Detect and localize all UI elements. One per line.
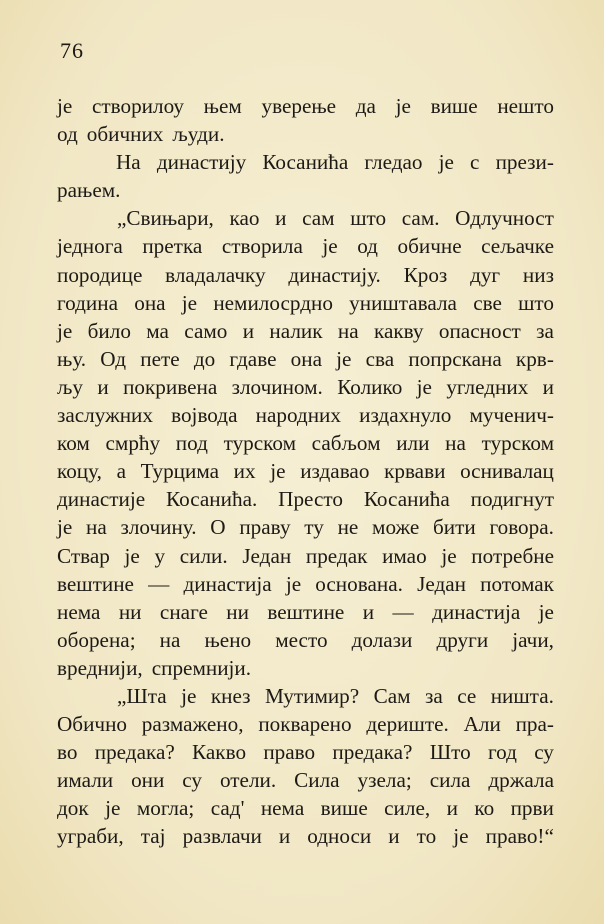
- word: и: [542, 374, 554, 399]
- word: коцу,: [57, 459, 102, 484]
- word: и: [278, 824, 291, 849]
- text-line: [57, 204, 554, 232]
- word: породице: [57, 262, 143, 287]
- word: предака?: [332, 740, 413, 765]
- word: вреднији,: [57, 655, 143, 680]
- word: њено: [204, 627, 252, 652]
- word: је: [57, 318, 73, 343]
- word: турском: [481, 431, 554, 456]
- word: први: [510, 796, 554, 821]
- text-line: [57, 261, 554, 289]
- word: смрћу: [105, 431, 161, 456]
- word: до: [193, 346, 216, 371]
- word: Сам: [373, 683, 411, 708]
- word: је: [322, 234, 338, 259]
- word: оснивалац: [460, 459, 554, 484]
- word: основана.: [315, 571, 403, 596]
- word: док: [57, 796, 89, 821]
- word: од: [57, 122, 78, 147]
- word: и: [388, 824, 400, 849]
- word: она: [134, 290, 166, 315]
- word: је: [270, 459, 286, 484]
- word: је: [538, 599, 554, 624]
- text-line: [57, 457, 554, 485]
- word: више: [320, 796, 368, 821]
- word: сам: [302, 206, 335, 231]
- word: потомак: [480, 571, 554, 596]
- word: снаге: [159, 599, 208, 624]
- text-line: [57, 710, 554, 738]
- word: оборена;: [57, 627, 136, 652]
- word: је: [336, 346, 352, 371]
- word: на: [159, 627, 181, 652]
- word: је: [124, 543, 140, 568]
- word: гдаве: [229, 346, 277, 371]
- word: уништавала: [349, 290, 457, 315]
- word: Какво: [192, 740, 247, 765]
- word: ко: [474, 796, 495, 821]
- word: само: [184, 318, 228, 343]
- text-line: [57, 598, 554, 626]
- word: да: [355, 94, 376, 118]
- word: право: [263, 740, 316, 765]
- word: је: [438, 150, 454, 175]
- body-text: [57, 92, 554, 851]
- word: сам.: [401, 206, 440, 231]
- text-line: [57, 120, 554, 148]
- text-line: [57, 485, 554, 513]
- word: Један: [242, 543, 292, 568]
- word: држала: [488, 768, 554, 793]
- word: од: [357, 234, 378, 259]
- word: Косанића: [262, 150, 349, 175]
- word: —: [392, 599, 414, 624]
- word: династија: [432, 599, 521, 624]
- word: су: [534, 740, 554, 765]
- word: налик: [269, 318, 323, 343]
- word: уверење: [261, 94, 337, 118]
- word: претка: [142, 234, 203, 259]
- text-line: [57, 822, 554, 850]
- word: рањем.: [57, 178, 121, 203]
- word: било: [87, 318, 131, 343]
- text-line: [57, 373, 554, 401]
- word: ни: [118, 599, 142, 624]
- word: створила: [221, 234, 303, 259]
- word: имали: [57, 768, 114, 793]
- word: ту: [304, 515, 324, 540]
- word: династију.: [288, 262, 381, 287]
- word: Што: [429, 740, 471, 765]
- word: пете: [140, 346, 180, 371]
- word: силе,: [384, 796, 431, 821]
- text-line: [57, 682, 554, 710]
- word: развлачи: [182, 824, 262, 849]
- word: О: [210, 515, 226, 540]
- word: сабљом: [311, 431, 381, 456]
- word: гледао: [364, 150, 423, 175]
- page-number: 76: [60, 38, 84, 63]
- word: размажено,: [141, 712, 244, 737]
- word: јачи,: [512, 627, 554, 652]
- word: владалачку: [165, 262, 266, 287]
- word: Ствар: [57, 543, 110, 568]
- word: имао: [382, 543, 427, 568]
- word: угледних: [446, 374, 529, 399]
- text-line: [57, 626, 554, 654]
- word: нема: [260, 796, 305, 821]
- word: више: [430, 94, 478, 118]
- word: династију: [156, 150, 247, 175]
- text-line: [57, 654, 554, 682]
- word: нешто: [497, 94, 554, 118]
- word: Колико: [337, 374, 403, 399]
- word: ништа.: [490, 683, 554, 708]
- word: сељачке: [481, 234, 554, 259]
- word: предак: [305, 543, 368, 568]
- word: прези-: [495, 150, 554, 175]
- word: све: [473, 290, 502, 315]
- word: мученич-: [469, 403, 554, 428]
- word: сад': [210, 796, 245, 821]
- word: је: [57, 515, 73, 540]
- word: „Свињари,: [117, 206, 214, 231]
- text-line: [57, 542, 554, 570]
- word: ни: [226, 599, 249, 624]
- word: њем: [203, 94, 242, 118]
- text-line: [57, 766, 554, 794]
- text-line: [57, 345, 554, 373]
- word: створилоу: [91, 94, 184, 118]
- word: говора.: [489, 515, 554, 540]
- word: низ: [522, 262, 554, 287]
- word: „Шта: [117, 683, 167, 708]
- word: они: [131, 768, 165, 793]
- word: покварено: [258, 712, 352, 737]
- text-line: [57, 148, 554, 176]
- word: вештине: [57, 571, 134, 596]
- word: во: [57, 740, 78, 765]
- word: Сила: [294, 768, 340, 793]
- word: Косанића.: [166, 487, 258, 512]
- word: вештине: [267, 599, 345, 624]
- word: кнез: [210, 683, 251, 708]
- word: с: [470, 150, 480, 175]
- word: отели.: [219, 768, 277, 793]
- word: подигнут: [470, 487, 554, 512]
- word: спремнији.: [151, 655, 252, 680]
- word: Косанића: [363, 487, 450, 512]
- word: може: [372, 515, 420, 540]
- word: је: [416, 374, 432, 399]
- word: на: [445, 431, 466, 456]
- text-line: [57, 92, 554, 120]
- word: је: [181, 290, 198, 315]
- word: место: [275, 627, 328, 652]
- word: предака?: [94, 740, 175, 765]
- word: пра-: [515, 712, 554, 737]
- word: дериште.: [366, 712, 449, 737]
- text-line: [57, 794, 554, 822]
- text-line: [57, 570, 554, 598]
- word: је: [395, 94, 411, 118]
- word: што: [350, 206, 387, 231]
- word: Престо: [278, 487, 343, 512]
- word: обичних: [86, 122, 164, 147]
- word: су: [182, 768, 203, 793]
- word: праву: [239, 515, 291, 540]
- word: сили.: [179, 543, 228, 568]
- word: за: [424, 683, 443, 708]
- word: Турцима: [140, 459, 220, 484]
- word: Одлучност: [455, 206, 554, 231]
- word: и: [446, 796, 458, 821]
- word: —: [148, 571, 170, 596]
- word: На: [116, 150, 141, 175]
- word: уграби,: [57, 824, 124, 849]
- text-line: [57, 513, 554, 541]
- word: она: [290, 346, 322, 371]
- word: под: [175, 431, 208, 456]
- word: бити: [433, 515, 476, 540]
- text-line: [57, 401, 554, 429]
- word: год: [487, 740, 517, 765]
- word: њу.: [57, 346, 87, 371]
- word: попрскана: [408, 346, 502, 371]
- word: Обично: [57, 712, 128, 737]
- word: ма: [146, 318, 169, 343]
- word: народних: [255, 403, 341, 428]
- word: је: [285, 571, 302, 596]
- word: династија: [183, 571, 272, 596]
- word: издавао: [300, 459, 370, 484]
- word: ком: [57, 431, 90, 456]
- text-line: [57, 317, 554, 345]
- word: потребне: [471, 543, 554, 568]
- word: Кроз: [403, 262, 448, 287]
- word: војвода: [171, 403, 238, 428]
- word: сва: [365, 346, 395, 371]
- text-line: [57, 232, 554, 260]
- word: нема: [57, 599, 101, 624]
- word: а: [116, 459, 126, 484]
- word: година: [57, 290, 119, 315]
- word: тај: [140, 824, 166, 849]
- text-line: [57, 289, 554, 317]
- word: се: [457, 683, 477, 708]
- text-line: [57, 176, 554, 204]
- word: могла;: [136, 796, 195, 821]
- text-line: [57, 429, 554, 457]
- word: други: [436, 627, 489, 652]
- word: на: [337, 318, 359, 343]
- word: не: [337, 515, 359, 540]
- word: злочином.: [231, 374, 323, 399]
- word: и: [275, 206, 287, 231]
- word: право!“: [485, 824, 554, 849]
- word: издахнуло: [359, 403, 452, 428]
- word: крв-: [515, 346, 554, 371]
- word: злочину.: [120, 515, 197, 540]
- word: што: [518, 290, 554, 315]
- word: људи.: [172, 122, 225, 147]
- word: узела;: [357, 768, 412, 793]
- word: је: [181, 683, 197, 708]
- word: и: [362, 599, 375, 624]
- word: и: [97, 374, 109, 399]
- word: обичне: [397, 234, 462, 259]
- text-line: [57, 738, 554, 766]
- word: какву: [373, 318, 424, 343]
- word: заслужних: [57, 403, 153, 428]
- word: турском: [223, 431, 296, 456]
- word: је: [57, 94, 73, 118]
- word: покривена: [123, 374, 218, 399]
- word: опасност: [438, 318, 521, 343]
- word: за: [536, 318, 554, 343]
- word: као: [229, 206, 260, 231]
- word: сила: [429, 768, 471, 793]
- word: династије: [57, 487, 146, 512]
- word: долази: [351, 627, 413, 652]
- word: једнога: [57, 234, 123, 259]
- word: дуг: [470, 262, 501, 287]
- word: или: [396, 431, 430, 456]
- word: је: [453, 824, 469, 849]
- word: крвави: [384, 459, 446, 484]
- word: на: [86, 515, 107, 540]
- word: то: [416, 824, 437, 849]
- word: љу: [57, 374, 83, 399]
- word: Мутимир?: [264, 683, 360, 708]
- word: Један: [417, 571, 466, 596]
- word: и: [242, 318, 255, 343]
- word: Али: [463, 712, 501, 737]
- word: је: [441, 543, 457, 568]
- word: их: [233, 459, 256, 484]
- word: је: [105, 796, 121, 821]
- word: Од: [100, 346, 127, 371]
- word: односи: [307, 824, 372, 849]
- word: немилосрдно: [213, 290, 333, 315]
- word: у: [154, 543, 166, 568]
